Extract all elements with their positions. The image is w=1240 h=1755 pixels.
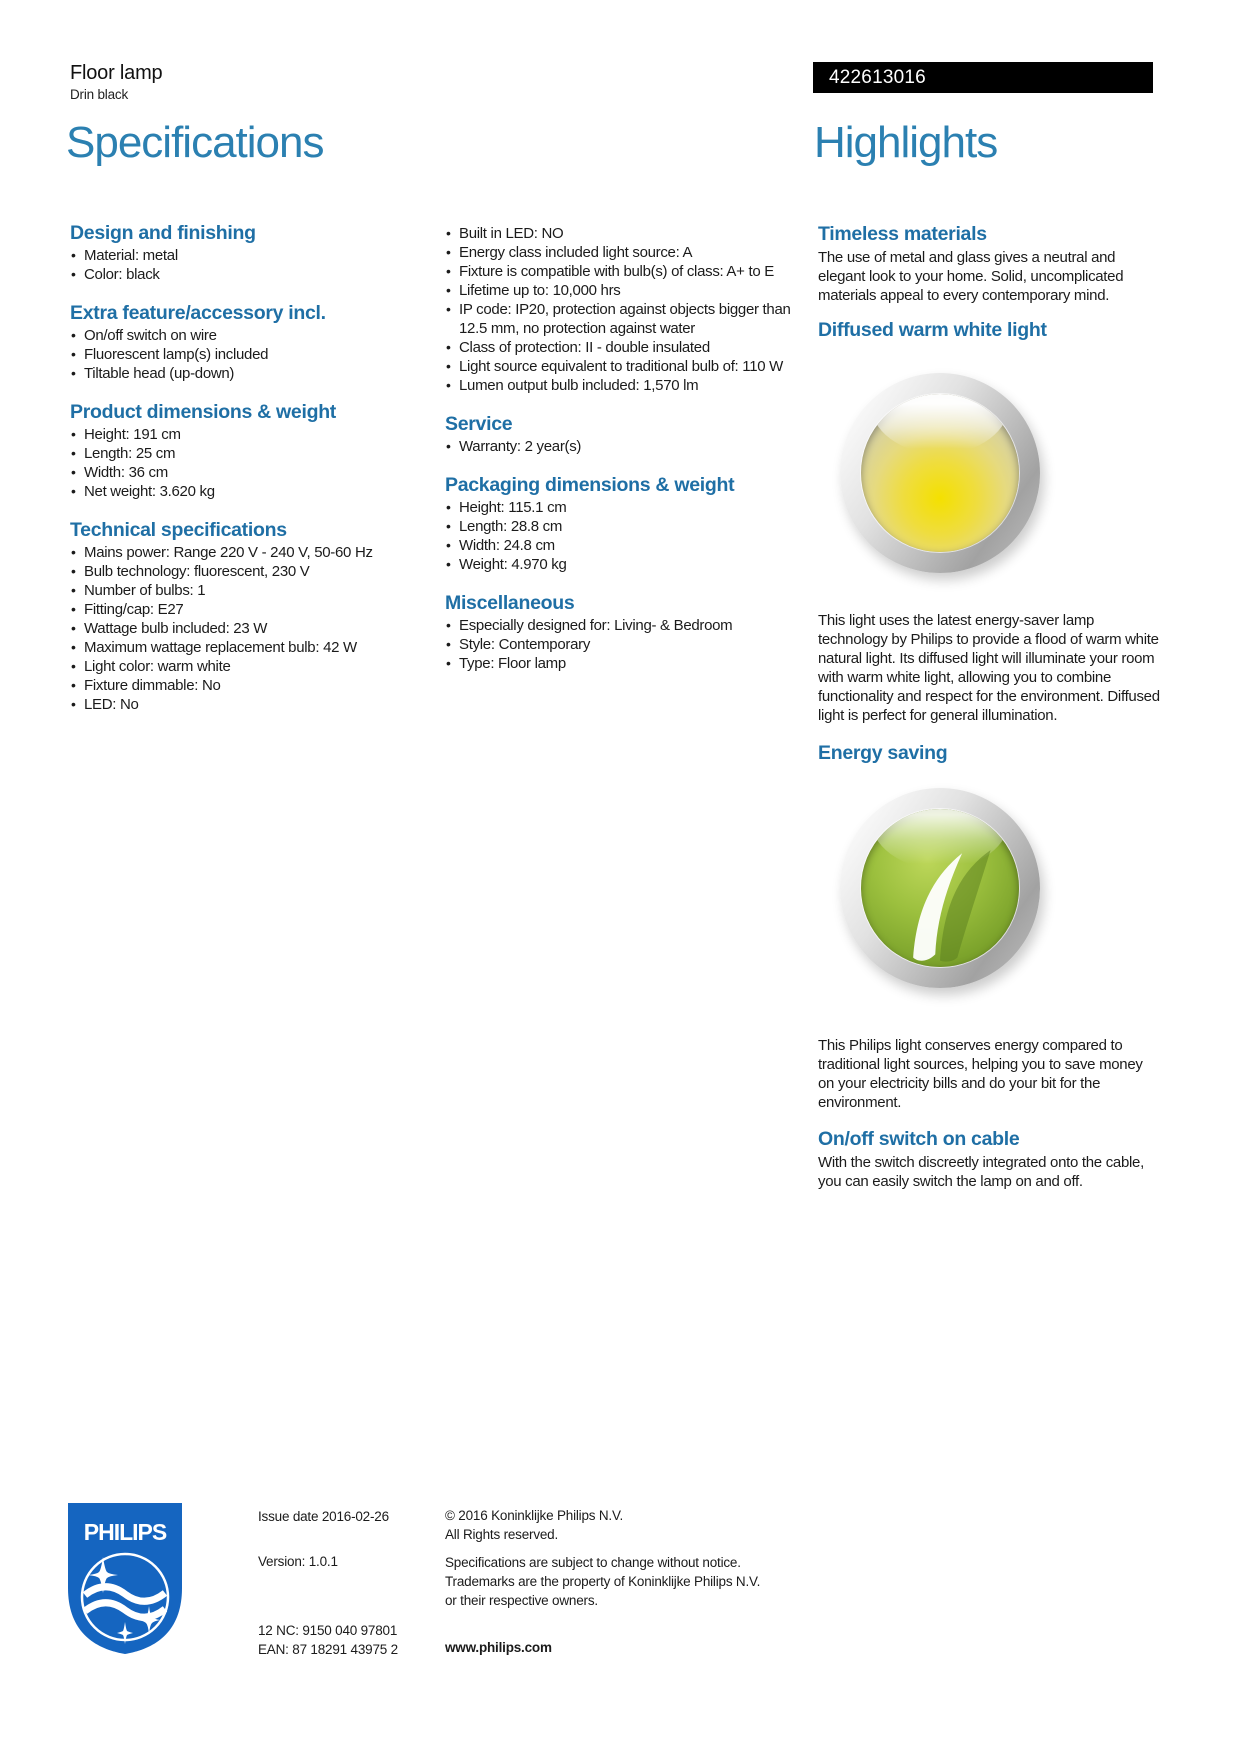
spec-item: • Color: black: [70, 265, 400, 284]
spec-item: • Number of bulbs: 1: [70, 581, 400, 600]
philips-logo: [65, 1500, 185, 1658]
spec-item: • Style: Contemporary: [445, 635, 810, 654]
section-heading: Product dimensions & weight: [70, 401, 337, 423]
warm-light-button-icon: [840, 373, 1040, 573]
website-link: www.philips.com: [445, 1640, 552, 1655]
spec-list: [445, 437, 810, 456]
spec-item: • Lifetime up to: 10,000 hrs: [445, 281, 810, 300]
section-design: [70, 222, 400, 284]
spec-list: [445, 616, 810, 673]
spec-item: • Fixture dimmable: No: [70, 676, 400, 695]
philips-logo-text: PHILIPS: [83, 1519, 167, 1545]
spec-item: • Fluorescent lamp(s) included: [70, 345, 400, 364]
spec-item: • Warranty: 2 year(s): [445, 437, 810, 456]
legal-line: or their respective owners.: [445, 1593, 598, 1608]
issue-date: Issue date 2016-02-26: [258, 1509, 389, 1524]
spec-item: • Built in LED: NO: [445, 224, 810, 243]
spec-list: [70, 326, 400, 383]
spec-item: • Class of protection: II - double insulated: [445, 338, 810, 357]
green-leaf-button-icon: [840, 788, 1040, 988]
footer-meta: [258, 1507, 398, 1659]
spec-item: • Material: metal: [70, 246, 400, 265]
section-technical-continued: [445, 224, 810, 395]
spec-item: • Width: 36 cm: [70, 463, 400, 482]
spec-item: • Height: 191 cm: [70, 425, 400, 444]
spec-item: • Especially designed for: Living- & Bedroom: [445, 616, 810, 635]
highlight-body-timeless: The use of metal and glass gives a neutral and elegant look to your home. Solid, uncomplicated materials appeal to every contemporary mind.: [818, 249, 1124, 304]
highlight-body-energy: This Philips light conserves energy compared to traditional light sources, helping you to save money on your electricity bills and do your bit for the environment.: [818, 1037, 1143, 1111]
spec-list: [445, 224, 810, 395]
spec-item: • Weight: 4.970 kg: [445, 555, 810, 574]
spec-item: • IP code: IP20, protection against objects bigger than 12.5 mm, no protection against water: [445, 300, 810, 338]
spec-item: • Light color: warm white: [70, 657, 400, 676]
spec-list: [70, 425, 400, 501]
legal-line: Trademarks are the property of Koninklijke Philips N.V.: [445, 1574, 761, 1589]
highlight-heading-energy: Energy saving: [818, 742, 948, 764]
highlight-body-switch: With the switch discreetly integrated onto the cable, you can easily switch the lamp on and off.: [818, 1154, 1144, 1190]
legal-line: Specifications are subject to change without notice.: [445, 1555, 741, 1570]
spec-item: • Light source equivalent to traditional bulb of: 110 W: [445, 357, 810, 376]
copyright-line: All Rights reserved.: [445, 1527, 559, 1542]
gloss-highlight: [870, 394, 1009, 454]
spec-item: • LED: No: [70, 695, 400, 714]
product-name: Drin black: [70, 87, 129, 102]
copyright-line: © 2016 Koninklijke Philips N.V.: [445, 1508, 624, 1523]
philips-shield-icon: [65, 1500, 185, 1657]
spec-item: • Bulb technology: fluorescent, 230 V: [70, 562, 400, 581]
spec-list: [445, 498, 810, 574]
section-technical: [70, 519, 400, 714]
section-product-dimensions: [70, 401, 400, 501]
spec-item: • Net weight: 3.620 kg: [70, 482, 400, 501]
section-heading: Technical specifications: [70, 519, 287, 541]
spec-item: • Lumen output bulb included: 1,570 lm: [445, 376, 810, 395]
highlight-heading-switch: On/off switch on cable: [818, 1128, 1020, 1150]
spec-item: • Fitting/cap: E27: [70, 600, 400, 619]
model-number-bar: 422613016: [813, 62, 1153, 93]
specifications-title: Specifications: [66, 118, 324, 167]
spec-item: • Mains power: Range 220 V - 240 V, 50-60 Hz: [70, 543, 400, 562]
spec-item: • Maximum wattage replacement bulb: 42 W: [70, 638, 400, 657]
highlights-column: [818, 223, 1160, 1191]
spec-item: • Fixture is compatible with bulb(s) of class: A+ to E: [445, 262, 810, 281]
spec-item: • Wattage bulb included: 23 W: [70, 619, 400, 638]
spec-item: • Length: 28.8 cm: [445, 517, 810, 536]
spec-item: • Energy class included light source: A: [445, 243, 810, 262]
section-heading: Design and finishing: [70, 222, 256, 244]
product-type: Floor lamp: [70, 62, 163, 84]
section-heading: Service: [445, 413, 513, 435]
highlights-title: Highlights: [814, 118, 998, 167]
ean-number: EAN: 87 18291 43975 2: [258, 1642, 398, 1657]
warm-light-image: [840, 373, 1040, 573]
section-heading: Miscellaneous: [445, 592, 575, 614]
spec-column-2: [445, 224, 810, 673]
spec-item: • Length: 25 cm: [70, 444, 400, 463]
section-miscellaneous: [445, 592, 810, 673]
highlight-body-diffused: This light uses the latest energy-saver lamp technology by Philips to provide a flood of warm white natural light. Its diffused light will illuminate your room with warm white light, allowing you to combine functionality and respect for the environment. Diffused light is perfect for general illumination.: [818, 612, 1160, 724]
spec-item: • On/off switch on wire: [70, 326, 400, 345]
energy-saving-image: [840, 788, 1040, 988]
section-packaging: [445, 474, 810, 574]
spec-item: • Type: Floor lamp: [445, 654, 810, 673]
footer-legal: [445, 1506, 760, 1657]
nc-number: 12 NC: 9150 040 97801: [258, 1623, 398, 1638]
spec-list: [70, 543, 400, 714]
leaf-icon: [861, 809, 1019, 967]
version: Version: 1.0.1: [258, 1554, 338, 1569]
highlight-heading-timeless: Timeless materials: [818, 223, 987, 245]
section-service: [445, 413, 810, 456]
section-extra-feature: [70, 302, 400, 383]
section-heading: Packaging dimensions & weight: [445, 474, 735, 496]
spec-item: • Tiltable head (up-down): [70, 364, 400, 383]
highlight-heading-diffused: Diffused warm white light: [818, 319, 1047, 341]
spec-column-1: [70, 222, 400, 714]
spec-list: [70, 246, 400, 284]
spec-item: • Width: 24.8 cm: [445, 536, 810, 555]
spec-item: • Height: 115.1 cm: [445, 498, 810, 517]
section-heading: Extra feature/accessory incl.: [70, 302, 326, 324]
